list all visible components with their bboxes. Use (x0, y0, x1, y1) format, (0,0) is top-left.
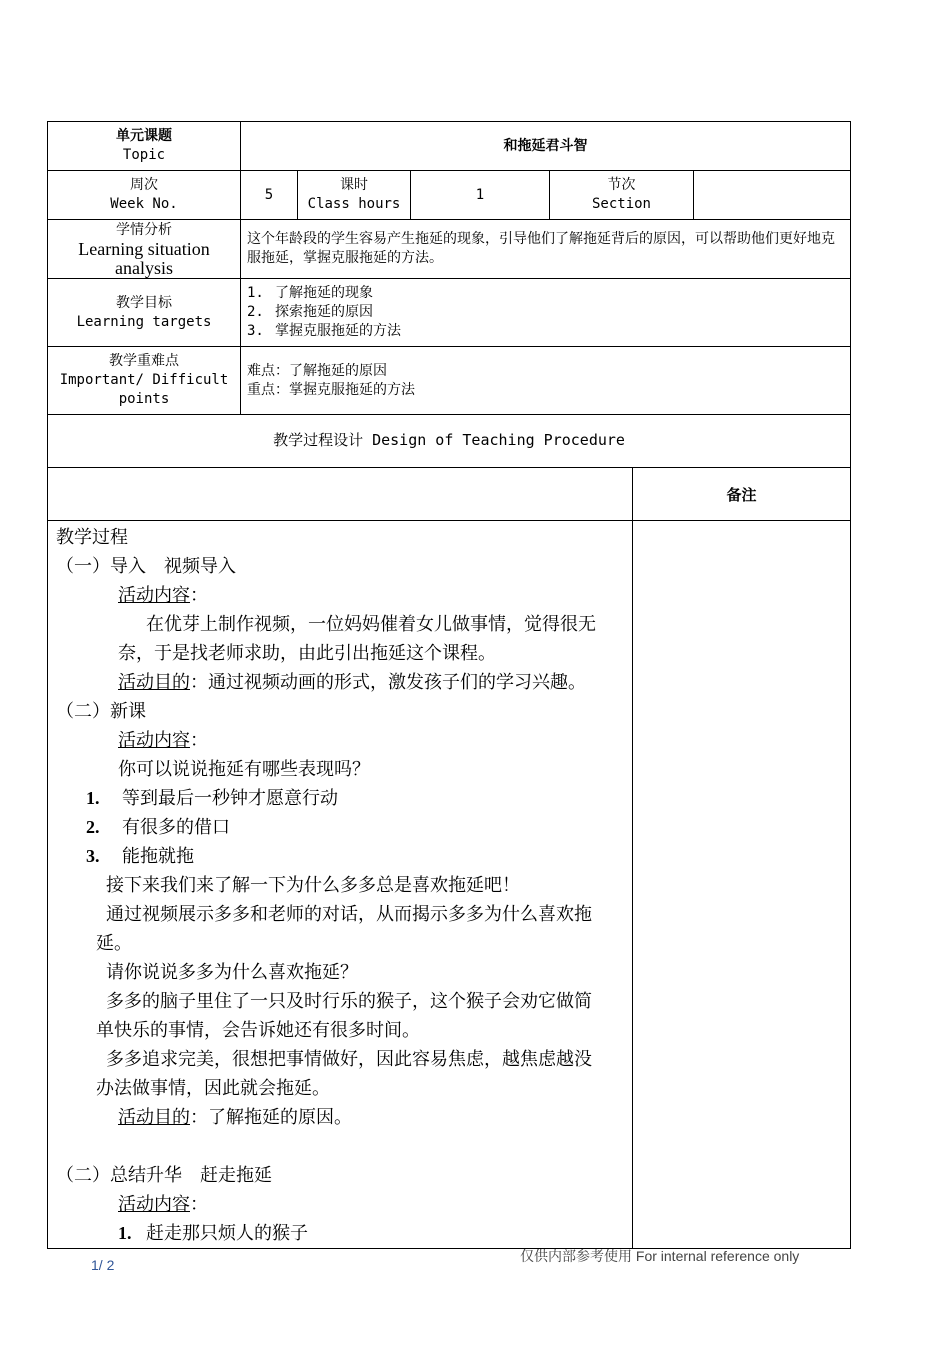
analysis-label-cell (48, 220, 241, 279)
paragraph-cont: 办法做事情，因此就会拖延。 (96, 1078, 330, 1099)
points-label-cell (48, 347, 241, 415)
paragraph: 请你说说多多为什么喜欢拖延？ (106, 962, 358, 983)
hours-label-cell (298, 171, 411, 220)
list-item: 3. 能拖就拖 (86, 846, 194, 867)
hours-label-en: Class hours (307, 196, 401, 212)
targets-label-zh: 教学目标 (116, 294, 172, 311)
section-label-zh: 节次 (607, 177, 636, 193)
intro-goal-line: 活动目的：通过视频动画的形式，激发孩子们的学习兴趣。 (118, 672, 586, 693)
section-value (694, 171, 851, 220)
points-label-zh: 教学重难点 (109, 353, 179, 369)
week-label-zh: 周次 (130, 177, 158, 193)
section-label-en: Section (591, 196, 651, 212)
targets-label-en: Learning targets (76, 313, 212, 330)
process-title: 教学过程 (56, 527, 128, 548)
analysis-label-en: Learning situation analysis (78, 238, 210, 278)
procedure-title: 教学过程设计 Design of Teaching Procedure (48, 415, 851, 468)
procedure-header-blank (48, 468, 633, 521)
week-label-en: Week No. (110, 196, 178, 212)
topic-row (48, 122, 851, 171)
week-row (48, 171, 851, 220)
targets-list (241, 279, 851, 347)
new-question: 你可以说说拖延有哪些表现吗？ (118, 759, 370, 780)
summary-heading: （二）总结升华 赶走拖延 (56, 1165, 272, 1186)
lesson-info-table (47, 121, 851, 468)
intro-activity-label: 活动内容： (118, 585, 208, 606)
new-activity-label: 活动内容： (118, 730, 208, 751)
new-heading: （二）新课 (56, 701, 146, 722)
procedure-body-row (48, 521, 851, 1249)
week-value: 5 (241, 171, 298, 220)
page-number: 1/ 2 (91, 1257, 115, 1273)
procedure-content (48, 521, 633, 1249)
target-item: 1. 了解拖延的现象 (247, 285, 373, 301)
blank-line (56, 1132, 624, 1161)
hours-value: 1 (411, 171, 550, 220)
key-point: 重点：掌握克服拖延的方法 (247, 381, 415, 398)
analysis-row (48, 220, 851, 279)
points-row (48, 347, 851, 415)
intro-text-line: 在优芽上制作视频，一位妈妈催着女儿做事情，觉得很无 (146, 614, 596, 635)
intro-heading: （一）导入 视频导入 (56, 556, 236, 577)
topic-label-en: Topic (122, 147, 166, 163)
footer-note: 仅供内部参考使用 For internal reference only (520, 1248, 800, 1264)
list-item: 2. 有很多的借口 (86, 817, 230, 838)
paragraph: 接下来我们来了解一下为什么多多总是喜欢拖延吧！ (106, 875, 520, 896)
procedure-title-row (48, 415, 851, 468)
hours-label-zh: 课时 (340, 177, 368, 193)
list-item: 1. 等到最后一秒钟才愿意行动 (86, 788, 338, 809)
notes-cell (633, 521, 851, 1249)
target-item: 2. 探索拖延的原因 (247, 304, 373, 320)
topic-value: 和拖延君斗智 (241, 122, 851, 171)
analysis-label-zh: 学情分析 (116, 221, 172, 238)
paragraph: 多多的脑子里住了一只及时行乐的猴子，这个猴子会劝它做简 (106, 991, 592, 1012)
paragraph-cont: 单快乐的事情，会告诉她还有很多时间。 (96, 1020, 420, 1041)
target-item: 3. 掌握克服拖延的方法 (247, 323, 401, 339)
summary-activity-label: 活动内容： (118, 1194, 208, 1215)
paragraph: 通过视频展示多多和老师的对话，从而揭示多多为什么喜欢拖 (106, 904, 592, 925)
notes-header: 备注 (633, 468, 851, 521)
procedure-table (47, 467, 851, 1249)
section-label-cell (550, 171, 694, 220)
procedure-header-row (48, 468, 851, 521)
topic-label-cell (48, 122, 241, 171)
list-item: 1. 赶走那只烦人的猴子 (118, 1223, 308, 1244)
week-label-cell (48, 171, 241, 220)
new-goal-line: 活动目的：了解拖延的原因。 (118, 1107, 352, 1128)
difficult-point: 难点：了解拖延的原因 (247, 362, 387, 379)
paragraph-cont: 延。 (96, 933, 132, 954)
topic-label-zh: 单元课题 (116, 128, 172, 144)
analysis-text: 这个年龄段的学生容易产生拖延的现象，引导他们了解拖延背后的原因，可以帮助他们更好地克服拖延，掌握克服拖延的方法。 (241, 220, 851, 279)
points-label-en: Important/ Difficult points (59, 372, 229, 407)
targets-row (48, 279, 851, 347)
points-cell (241, 347, 851, 415)
paragraph: 多多追求完美，很想把事情做好，因此容易焦虑，越焦虑越没 (106, 1049, 592, 1070)
targets-label-cell (48, 279, 241, 347)
intro-text-line: 奈，于是找老师求助，由此引出拖延这个课程。 (118, 643, 496, 664)
